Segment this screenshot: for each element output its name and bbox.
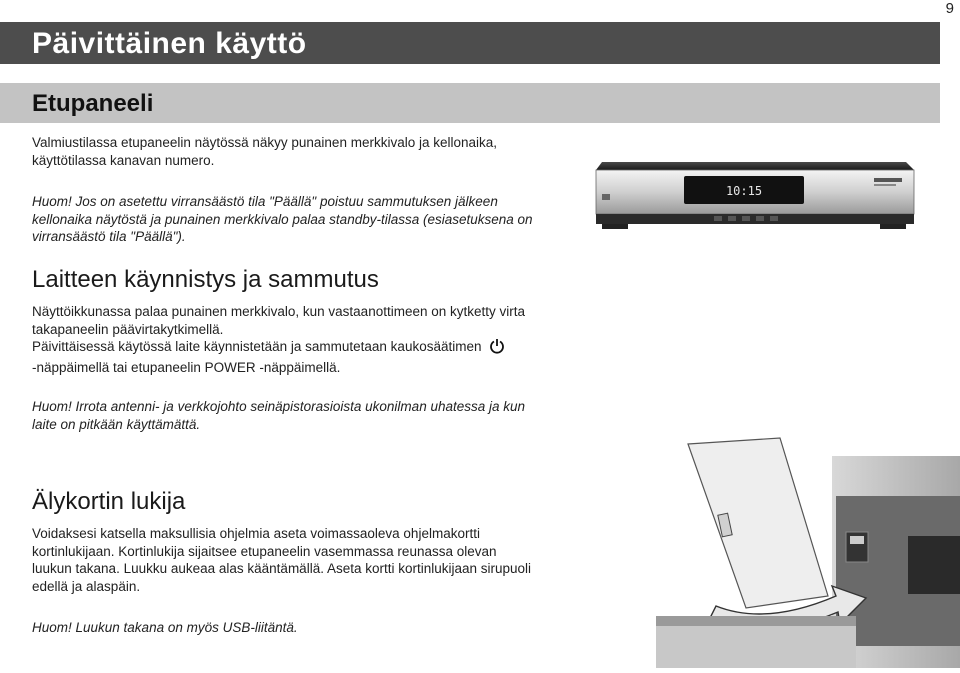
- front-panel-paragraph: [32, 134, 497, 169]
- text-line: -näppäimellä tai etupaneelin POWER -näppäimellä.: [32, 359, 341, 375]
- power-paragraph: [32, 303, 525, 376]
- smartcard-paragraph: [32, 525, 531, 595]
- text-line-content: Päivittäisessä käytössä laite käynnistetään ja sammutetaan kaukosäätimen: [32, 339, 482, 354]
- smartcard-note: Huom! Luukun takana on myös USB-liitäntä.: [32, 620, 298, 635]
- text-line: Voidaksesi katsella maksullisia ohjelmia aseta voimassaoleva ohjelmakortti: [32, 526, 480, 541]
- text-line: kellonaika näytöstä ja punainen merkkivalo palaa standby-tilassa (esiasetuksena on: [32, 211, 533, 227]
- text-line: edellä ja alaspäin.: [32, 578, 141, 594]
- section-heading-front-panel: Etupaneeli: [32, 90, 154, 117]
- text-line: luukun takana. Luukku aukeaa alas kääntämällä. Aseta kortti kortinlukijaan sirupuoli: [32, 561, 532, 576]
- text-line: Valmiustilassa etupaneelin näytössä näkyy punainen merkkivalo ja kellonaika,: [32, 135, 498, 150]
- page-title: Päivittäinen käyttö: [32, 27, 307, 60]
- text-line: virransäästö tila "Päällä").: [32, 229, 186, 244]
- front-panel-note: [32, 193, 533, 246]
- text-line: kortinlukijaan. Kortinlukija sijaitsee etupaneelin vasemmassa reunassa olevan: [32, 543, 497, 559]
- power-note: [32, 398, 525, 433]
- page-number: 9: [945, 0, 954, 17]
- text-line: Näyttöikkunassa palaa punainen merkkivalo, kun vastaanottimeen on kytketty virta: [32, 304, 526, 319]
- section-heading-power: Laitteen käynnistys ja sammutus: [32, 266, 379, 293]
- text-line: laite on pitkään käyttämättä.: [32, 416, 201, 432]
- text-line: [32, 338, 525, 359]
- text-line: Huom! Irrota antenni- ja verkkojohto seinäpistorasioista ukonilman uhatessa ja kun: [32, 399, 526, 414]
- card-reader-image: [596, 436, 960, 673]
- receiver-front-image: [588, 150, 918, 243]
- text-line: käyttötilassa kanavan numero.: [32, 152, 215, 168]
- title-bar: [0, 22, 940, 64]
- power-icon: [489, 338, 505, 359]
- section-bar: [0, 83, 940, 123]
- text-line: takapaneelin päävirtakytkimellä.: [32, 321, 224, 337]
- device-clock-display: 10:15: [725, 184, 763, 198]
- section-heading-smartcard: Älykortin lukija: [32, 488, 186, 515]
- text-line: Huom! Jos on asetettu virransäästö tila "Päällä" poistuu sammutuksen jälkeen: [32, 194, 498, 209]
